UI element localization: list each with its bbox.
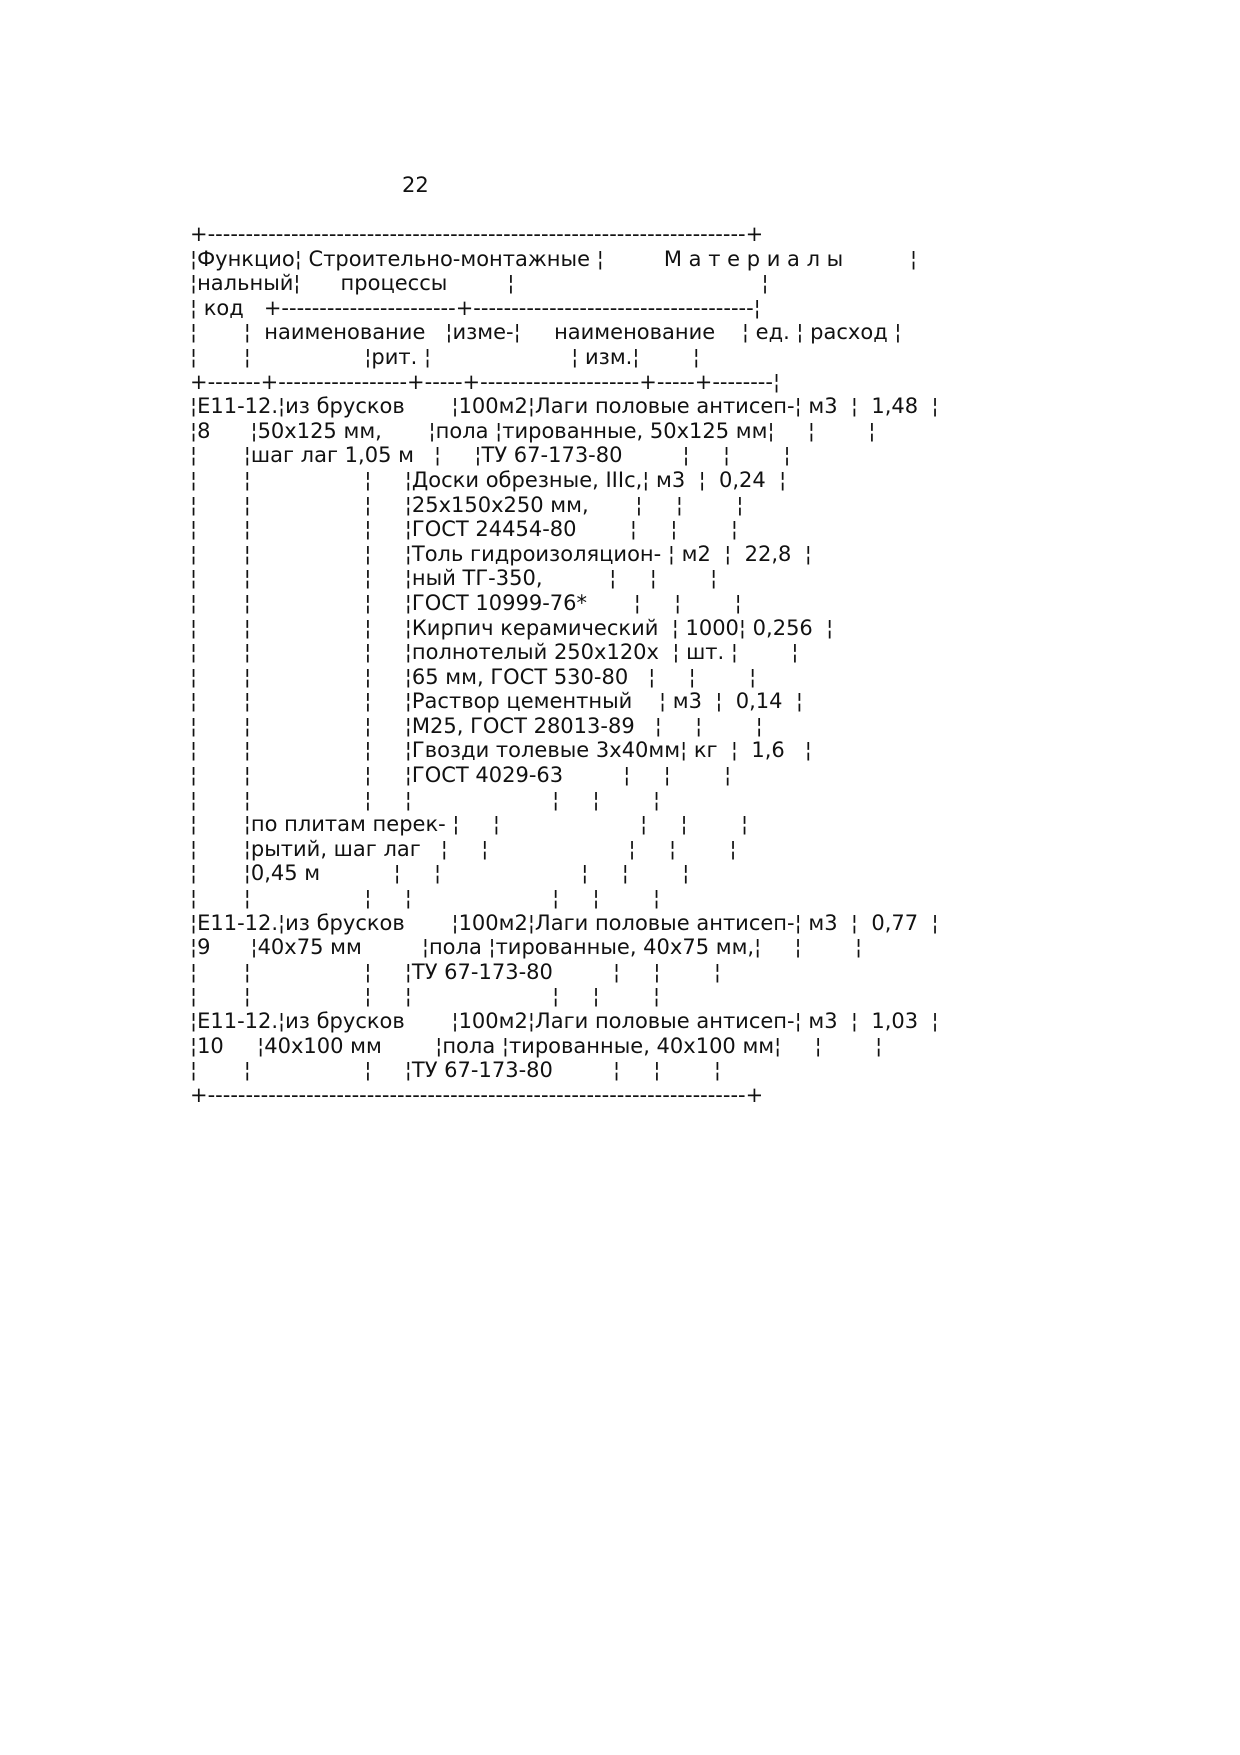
table-line: +-----------------------------------------------------------------------+ <box>190 1082 764 1107</box>
table-line: ¦ ¦0,45 м ¦ ¦ ¦ ¦ ¦ <box>190 861 690 886</box>
table-line: ¦ ¦ ¦ ¦Толь гидроизоляцион- ¦ м2 ¦ 22,8 ¦ <box>190 541 812 566</box>
table-line: ¦ ¦шаг лаг 1,05 м ¦ ¦ТУ 67-173-80 ¦ ¦ ¦ <box>190 443 791 468</box>
table-line: ¦ ¦ ¦ ¦ный ТГ-350, ¦ ¦ ¦ <box>190 566 718 591</box>
table-line: ¦Е11-12.¦из брусков ¦100м2¦Лаги половые антисеп-¦ м3 ¦ 0,77 ¦ <box>190 910 939 935</box>
table-line: ¦ ¦ ¦ ¦ГОСТ 10999-76* ¦ ¦ ¦ <box>190 590 742 615</box>
table-line: ¦ ¦ ¦ ¦25х150х250 мм, ¦ ¦ ¦ <box>190 492 744 517</box>
table-line: ¦ ¦ ¦ ¦ ¦ ¦ ¦ <box>190 787 661 812</box>
page-number: 22 <box>402 173 429 197</box>
table-line: +-------+-----------------+-----+---------------------+-----+--------¦ <box>190 369 781 394</box>
table-line: ¦ ¦ ¦ ¦ТУ 67-173-80 ¦ ¦ ¦ <box>190 1058 721 1083</box>
table-line: ¦ ¦ ¦ ¦ГОСТ 4029-63 ¦ ¦ ¦ <box>190 763 732 788</box>
table-line: ¦ ¦ ¦ ¦ ¦ ¦ ¦ <box>190 984 661 1009</box>
table-line: ¦10 ¦40х100 мм ¦пола ¦тированные, 40х100 мм¦ ¦ ¦ <box>190 1033 883 1058</box>
table-line: ¦ ¦ ¦ ¦полнотелый 250х120х ¦ шт. ¦ ¦ <box>190 640 799 665</box>
table-line: ¦ код +-----------------------+-------------------------------------¦ <box>190 295 761 320</box>
table-line: ¦8 ¦50х125 мм, ¦пола ¦тированные, 50х125 мм¦ ¦ ¦ <box>190 418 876 443</box>
table-line: ¦Функцио¦ Строительно-монтажные ¦ М а т е р и а л ы ¦ <box>190 246 918 271</box>
table-line: ¦ ¦ наименование ¦изме-¦ наименование ¦ ед. ¦ расход ¦ <box>190 320 902 345</box>
table-line: ¦Е11-12.¦из брусков ¦100м2¦Лаги половые антисеп-¦ м3 ¦ 1,03 ¦ <box>190 1009 939 1033</box>
table-line: ¦ ¦по плитам перек- ¦ ¦ ¦ ¦ ¦ <box>190 812 749 837</box>
table-line: ¦ ¦ ¦ ¦Доски обрезные, IIIс,¦ м3 ¦ 0,24 ¦ <box>190 467 787 492</box>
table-line: ¦ ¦ ¦ ¦ГОСТ 24454-80 ¦ ¦ ¦ <box>190 517 738 542</box>
materials-table <box>190 222 1190 1107</box>
table-line: ¦9 ¦40х75 мм ¦пола ¦тированные, 40х75 мм,¦ ¦ ¦ <box>190 935 863 960</box>
table-line: +-----------------------------------------------------------------------+ <box>190 222 764 246</box>
table-line: ¦ ¦ ¦ ¦ТУ 67-173-80 ¦ ¦ ¦ <box>190 959 721 984</box>
table-line: ¦ ¦ ¦ ¦Раствор цементный ¦ м3 ¦ 0,14 ¦ <box>190 689 803 714</box>
table-line: ¦ ¦ ¦ ¦65 мм, ГОСТ 530-80 ¦ ¦ ¦ <box>190 664 757 689</box>
table-line: ¦ ¦рытий, шаг лаг ¦ ¦ ¦ ¦ ¦ <box>190 836 737 861</box>
table-line: ¦ ¦ ¦ ¦М25, ГОСТ 28013-89 ¦ ¦ ¦ <box>190 713 763 738</box>
table-line: ¦ ¦ ¦ ¦ ¦ ¦ ¦ <box>190 886 661 911</box>
table-line: ¦ ¦ ¦рит. ¦ ¦ изм.¦ ¦ <box>190 344 700 369</box>
table-line: ¦ ¦ ¦ ¦Кирпич керамический ¦ 1000¦ 0,256 ¦ <box>190 615 834 640</box>
table-line: ¦нальный¦ процессы ¦ ¦ <box>190 271 769 296</box>
table-line: ¦Е11-12.¦из брусков ¦100м2¦Лаги половые антисеп-¦ м3 ¦ 1,48 ¦ <box>190 394 939 419</box>
table-line: ¦ ¦ ¦ ¦Гвозди толевые 3х40мм¦ кг ¦ 1,6 ¦ <box>190 738 812 763</box>
